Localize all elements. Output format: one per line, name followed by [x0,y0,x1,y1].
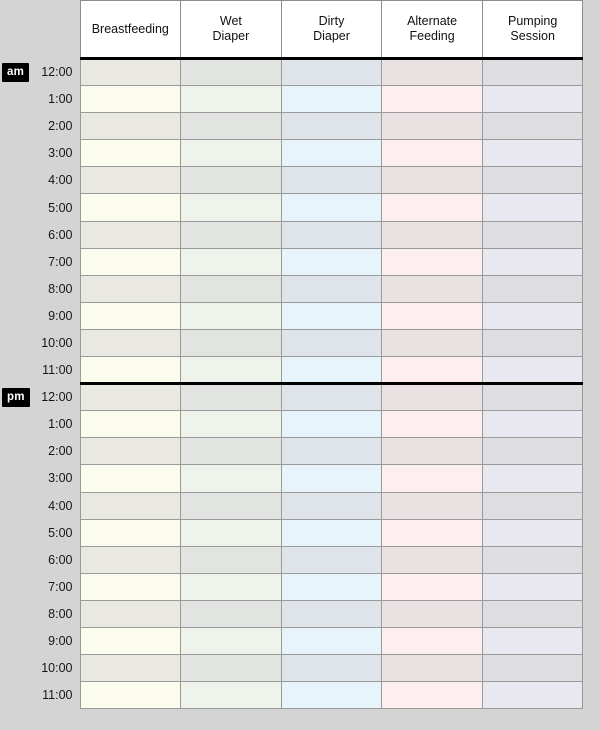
ampm-marker-cell [0,194,32,221]
hour-label: 7:00 [32,573,80,600]
cell-breastfeeding[interactable] [80,302,181,329]
table-row [0,194,583,221]
cell-breastfeeding[interactable] [80,248,181,275]
cell-alternate-feeding[interactable] [382,140,483,167]
hour-label: 5:00 [32,194,80,221]
hour-label: 4:00 [32,167,80,194]
cell-breastfeeding[interactable] [80,465,181,492]
cell-breastfeeding[interactable] [80,86,181,113]
ampm-marker-cell [0,329,32,356]
cell-alternate-feeding[interactable] [382,86,483,113]
ampm-marker-cell [0,113,32,140]
cell-pumping-session[interactable] [482,140,583,167]
hour-label: 12:00 [32,384,80,411]
cell-wet-diaper[interactable] [181,627,282,654]
ampm-marker-cell [0,411,32,438]
cell-wet-diaper[interactable] [181,384,282,411]
column-header-breastfeeding [80,1,181,59]
cell-pumping-session[interactable] [482,573,583,600]
cell-breastfeeding[interactable] [80,492,181,519]
column-header-pumping-session [482,1,583,59]
cell-wet-diaper[interactable] [181,113,282,140]
cell-dirty-diaper[interactable] [281,600,382,627]
hour-label: 9:00 [32,302,80,329]
column-header-wet-diaper-label-line1: Wet [219,14,242,28]
corner-ampm-spacer [0,1,32,59]
cell-wet-diaper[interactable] [181,465,282,492]
cell-alternate-feeding[interactable] [382,113,483,140]
cell-wet-diaper[interactable] [181,573,282,600]
cell-wet-diaper[interactable] [181,411,282,438]
hour-label: 11:00 [32,357,80,384]
hour-label: 5:00 [32,519,80,546]
cell-wet-diaper[interactable] [181,492,282,519]
cell-alternate-feeding[interactable] [382,194,483,221]
hour-label: 2:00 [32,113,80,140]
cell-wet-diaper[interactable] [181,546,282,573]
cell-wet-diaper[interactable] [181,275,282,302]
table-body [0,59,583,709]
cell-alternate-feeding[interactable] [382,411,483,438]
ampm-marker-cell [0,302,32,329]
cell-dirty-diaper[interactable] [281,438,382,465]
corner-time-spacer [32,1,80,59]
cell-pumping-session[interactable] [482,411,583,438]
cell-wet-diaper[interactable] [181,86,282,113]
cell-breastfeeding[interactable] [80,411,181,438]
cell-pumping-session[interactable] [482,275,583,302]
table-row [0,86,583,113]
cell-pumping-session[interactable] [482,546,583,573]
cell-alternate-feeding[interactable] [382,627,483,654]
cell-pumping-session[interactable] [482,384,583,411]
table-row [0,357,583,384]
ampm-marker-cell [0,600,32,627]
table-row [0,302,583,329]
cell-breastfeeding[interactable] [80,600,181,627]
cell-wet-diaper[interactable] [181,140,282,167]
hour-label: 1:00 [32,411,80,438]
cell-wet-diaper[interactable] [181,221,282,248]
cell-dirty-diaper[interactable] [281,519,382,546]
column-header-dirty-diaper-label-line1: Dirty [318,14,345,28]
cell-dirty-diaper[interactable] [281,682,382,709]
header-row [0,1,583,59]
table-row [0,627,583,654]
table-row [0,438,583,465]
cell-pumping-session[interactable] [482,302,583,329]
cell-wet-diaper[interactable] [181,682,282,709]
hour-label: 8:00 [32,600,80,627]
cell-breastfeeding[interactable] [80,113,181,140]
cell-breastfeeding[interactable] [80,275,181,302]
cell-dirty-diaper[interactable] [281,573,382,600]
cell-pumping-session[interactable] [482,627,583,654]
cell-alternate-feeding[interactable] [382,682,483,709]
cell-pumping-session[interactable] [482,492,583,519]
cell-dirty-diaper[interactable] [281,329,382,356]
hour-label: 2:00 [32,438,80,465]
cell-breastfeeding[interactable] [80,59,181,86]
table-row [0,384,583,411]
ampm-marker-cell [0,357,32,384]
table-row [0,546,583,573]
cell-breastfeeding[interactable] [80,194,181,221]
ampm-marker-cell [0,546,32,573]
cell-alternate-feeding[interactable] [382,167,483,194]
hour-label: 4:00 [32,492,80,519]
cell-breastfeeding[interactable] [80,140,181,167]
cell-alternate-feeding[interactable] [382,384,483,411]
cell-pumping-session[interactable] [482,465,583,492]
cell-pumping-session[interactable] [482,438,583,465]
hour-label: 7:00 [32,248,80,275]
cell-dirty-diaper[interactable] [281,627,382,654]
cell-dirty-diaper[interactable] [281,194,382,221]
hour-label: 6:00 [32,546,80,573]
cell-dirty-diaper[interactable] [281,384,382,411]
table-header [0,1,583,59]
table-row [0,682,583,709]
cell-breastfeeding[interactable] [80,329,181,356]
cell-dirty-diaper[interactable] [281,113,382,140]
cell-alternate-feeding[interactable] [382,573,483,600]
cell-pumping-session[interactable] [482,248,583,275]
cell-pumping-session[interactable] [482,600,583,627]
column-header-breastfeeding-label: Breastfeeding [91,21,169,36]
ampm-marker-cell [0,438,32,465]
table-row [0,113,583,140]
cell-alternate-feeding[interactable] [382,221,483,248]
cell-wet-diaper[interactable] [181,302,282,329]
ampm-marker-cell [0,465,32,492]
ampm-marker-cell [0,59,32,86]
cell-wet-diaper[interactable] [181,167,282,194]
cell-alternate-feeding[interactable] [382,329,483,356]
ampm-marker-cell [0,275,32,302]
cell-dirty-diaper[interactable] [281,411,382,438]
cell-breastfeeding[interactable] [80,627,181,654]
ampm-marker-cell [0,492,32,519]
cell-dirty-diaper[interactable] [281,465,382,492]
hour-label: 8:00 [32,275,80,302]
cell-alternate-feeding[interactable] [382,519,483,546]
table-row [0,600,583,627]
ampm-marker-cell [0,384,32,411]
cell-pumping-session[interactable] [482,59,583,86]
table-row [0,59,583,86]
cell-wet-diaper[interactable] [181,519,282,546]
cell-pumping-session[interactable] [482,357,583,384]
hour-label: 6:00 [32,221,80,248]
cell-breastfeeding[interactable] [80,655,181,682]
cell-pumping-session[interactable] [482,329,583,356]
cell-dirty-diaper[interactable] [281,86,382,113]
cell-alternate-feeding[interactable] [382,302,483,329]
hour-label: 10:00 [32,655,80,682]
cell-wet-diaper[interactable] [181,248,282,275]
cell-dirty-diaper[interactable] [281,546,382,573]
table-row [0,655,583,682]
column-header-alternate-feeding-label-line1: Alternate [407,14,458,28]
cell-dirty-diaper[interactable] [281,655,382,682]
ampm-marker-cell [0,140,32,167]
cell-breastfeeding[interactable] [80,573,181,600]
column-header-pumping-session-label-line1: Pumping [508,14,558,28]
ampm-marker-cell [0,248,32,275]
cell-breastfeeding[interactable] [80,519,181,546]
cell-dirty-diaper[interactable] [281,221,382,248]
cell-breastfeeding[interactable] [80,438,181,465]
cell-pumping-session[interactable] [482,682,583,709]
column-header-wet-diaper [181,1,282,59]
cell-breastfeeding[interactable] [80,546,181,573]
table-row [0,167,583,194]
cell-alternate-feeding[interactable] [382,59,483,86]
table-row [0,140,583,167]
cell-wet-diaper[interactable] [181,329,282,356]
cell-breastfeeding[interactable] [80,167,181,194]
column-header-dirty-diaper-label-line2: Diaper [313,29,350,43]
cell-breastfeeding[interactable] [80,384,181,411]
cell-wet-diaper[interactable] [181,357,282,384]
cell-wet-diaper[interactable] [181,194,282,221]
ampm-marker-cell [0,167,32,194]
cell-pumping-session[interactable] [482,167,583,194]
cell-dirty-diaper[interactable] [281,167,382,194]
cell-alternate-feeding[interactable] [382,546,483,573]
cell-breastfeeding[interactable] [80,682,181,709]
cell-dirty-diaper[interactable] [281,302,382,329]
ampm-marker-cell [0,682,32,709]
cell-pumping-session[interactable] [482,519,583,546]
cell-breastfeeding[interactable] [80,221,181,248]
cell-dirty-diaper[interactable] [281,248,382,275]
table-row [0,329,583,356]
cell-alternate-feeding[interactable] [382,438,483,465]
cell-alternate-feeding[interactable] [382,655,483,682]
hour-label: 9:00 [32,627,80,654]
hour-label: 3:00 [32,140,80,167]
cell-wet-diaper[interactable] [181,655,282,682]
cell-alternate-feeding[interactable] [382,275,483,302]
table-row [0,221,583,248]
hour-label: 12:00 [32,59,80,86]
table-row [0,275,583,302]
column-header-pumping-session-label-line2: Session [510,29,555,43]
cell-wet-diaper[interactable] [181,600,282,627]
table-row [0,248,583,275]
hour-label: 10:00 [32,329,80,356]
ampm-badge-pm: pm [2,388,30,407]
hour-label: 1:00 [32,86,80,113]
ampm-marker-cell [0,655,32,682]
cell-pumping-session[interactable] [482,113,583,140]
cell-pumping-session[interactable] [482,655,583,682]
cell-wet-diaper[interactable] [181,438,282,465]
ampm-marker-cell [0,86,32,113]
ampm-marker-cell [0,221,32,248]
cell-dirty-diaper[interactable] [281,59,382,86]
cell-dirty-diaper[interactable] [281,357,382,384]
cell-pumping-session[interactable] [482,86,583,113]
cell-dirty-diaper[interactable] [281,275,382,302]
ampm-marker-cell [0,519,32,546]
cell-pumping-session[interactable] [482,194,583,221]
table-row [0,411,583,438]
cell-alternate-feeding[interactable] [382,465,483,492]
cell-alternate-feeding[interactable] [382,492,483,519]
cell-wet-diaper[interactable] [181,59,282,86]
ampm-marker-cell [0,627,32,654]
cell-breastfeeding[interactable] [80,357,181,384]
table-row [0,573,583,600]
hour-label: 3:00 [32,465,80,492]
column-header-dirty-diaper [281,1,382,59]
column-header-wet-diaper-label-line2: Diaper [212,29,250,43]
column-header-alternate-feeding [382,1,483,59]
cell-pumping-session[interactable] [482,221,583,248]
table-row [0,492,583,519]
cell-alternate-feeding[interactable] [382,600,483,627]
cell-alternate-feeding[interactable] [382,357,483,384]
ampm-marker-cell [0,573,32,600]
table-row [0,465,583,492]
table-row [0,519,583,546]
cell-dirty-diaper[interactable] [281,140,382,167]
column-header-alternate-feeding-label-line2: Feeding [409,29,455,43]
cell-dirty-diaper[interactable] [281,492,382,519]
ampm-badge-am: am [2,63,29,82]
cell-alternate-feeding[interactable] [382,248,483,275]
hour-label: 11:00 [32,682,80,709]
